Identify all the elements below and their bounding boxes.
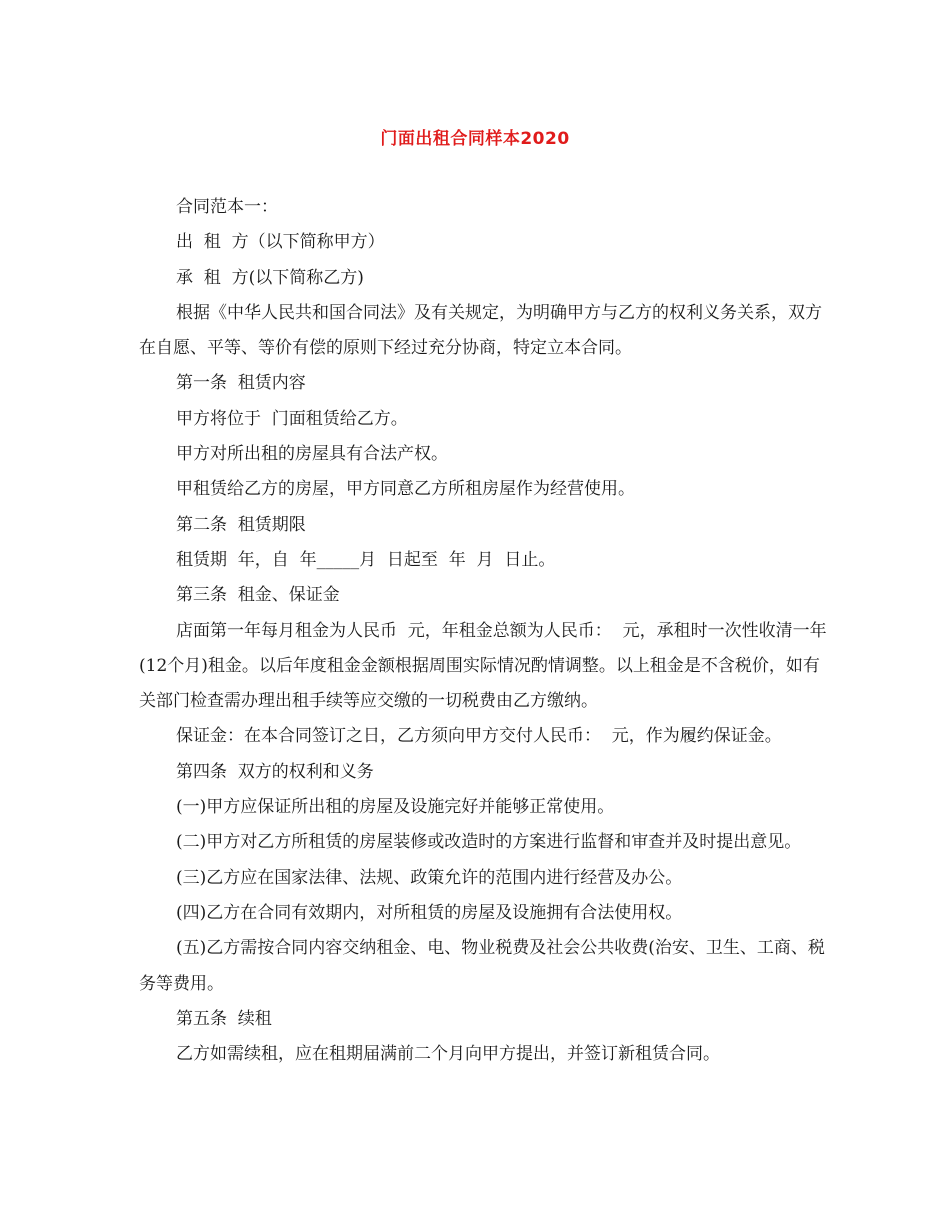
paragraph: (三)乙方应在国家法律、法规、政策允许的范围内进行经营及办公。 (176, 867, 683, 888)
paragraph: (五)乙方需按合同内容交纳租金、电、物业税费及社会公共收费(治安、卫生、工商、税务等费用。 (139, 938, 825, 994)
paragraph: 甲方将位于 门面租赁给乙方。 (176, 408, 408, 429)
document-body (139, 190, 829, 1072)
paragraph: (一)甲方应保证所出租的房屋及设施完好并能够正常使用。 (176, 797, 615, 818)
paragraph: 第三条 租金、保证金 (176, 585, 340, 606)
paragraph: 保证金：在本合同签订之日，乙方须向甲方交付人民币： 元，作为履约保证金。 (176, 726, 782, 747)
paragraph: 店面第一年每月租金为人民币 元，年租金总额为人民币： 元，承租时一次性收清一年(12个月)租金。以后年度租金金额根据周围实际情况酌情调整。以上租金是不含税价，如有关部门检查需办理出租手续等应交缴的一切税费由乙方缴纳。 (139, 620, 827, 712)
paragraph: 出 租 方（以下简称甲方） (176, 232, 385, 253)
paragraph: (四)乙方在合同有效期内，对所租赁的房屋及设施拥有合法使用权。 (176, 902, 683, 923)
paragraph: 根据《中华人民共和国合同法》及有关规定，为明确甲方与乙方的权利义务关系，双方在自愿、平等、等价有偿的原则下经过充分协商，特定立本合同。 (139, 302, 822, 359)
paragraph: 第一条 租赁内容 (176, 373, 306, 394)
paragraph: 租赁期 年，自 年_____月 日起至 年 月 日止。 (176, 549, 556, 570)
paragraph: 第四条 双方的权利和义务 (176, 761, 374, 782)
paragraph: 甲方对所出租的房屋具有合法产权。 (176, 444, 448, 465)
paragraph: 甲租赁给乙方的房屋，甲方同意乙方所租房屋作为经营使用。 (176, 479, 635, 500)
paragraph: 承 租 方(以下简称乙方) (176, 267, 364, 288)
document-title: 门面出租合同样本2020 (380, 129, 570, 149)
paragraph: 合同范本一： (176, 197, 278, 217)
paragraph: 第二条 租赁期限 (176, 514, 306, 535)
paragraph: (二)甲方对乙方所租赁的房屋装修或改造时的方案进行监督和审查并及时提出意见。 (176, 832, 802, 853)
paragraph: 第五条 续租 (176, 1008, 272, 1029)
paragraph: 乙方如需续租，应在租期届满前二个月向甲方提出，并签订新租赁合同。 (176, 1044, 720, 1065)
